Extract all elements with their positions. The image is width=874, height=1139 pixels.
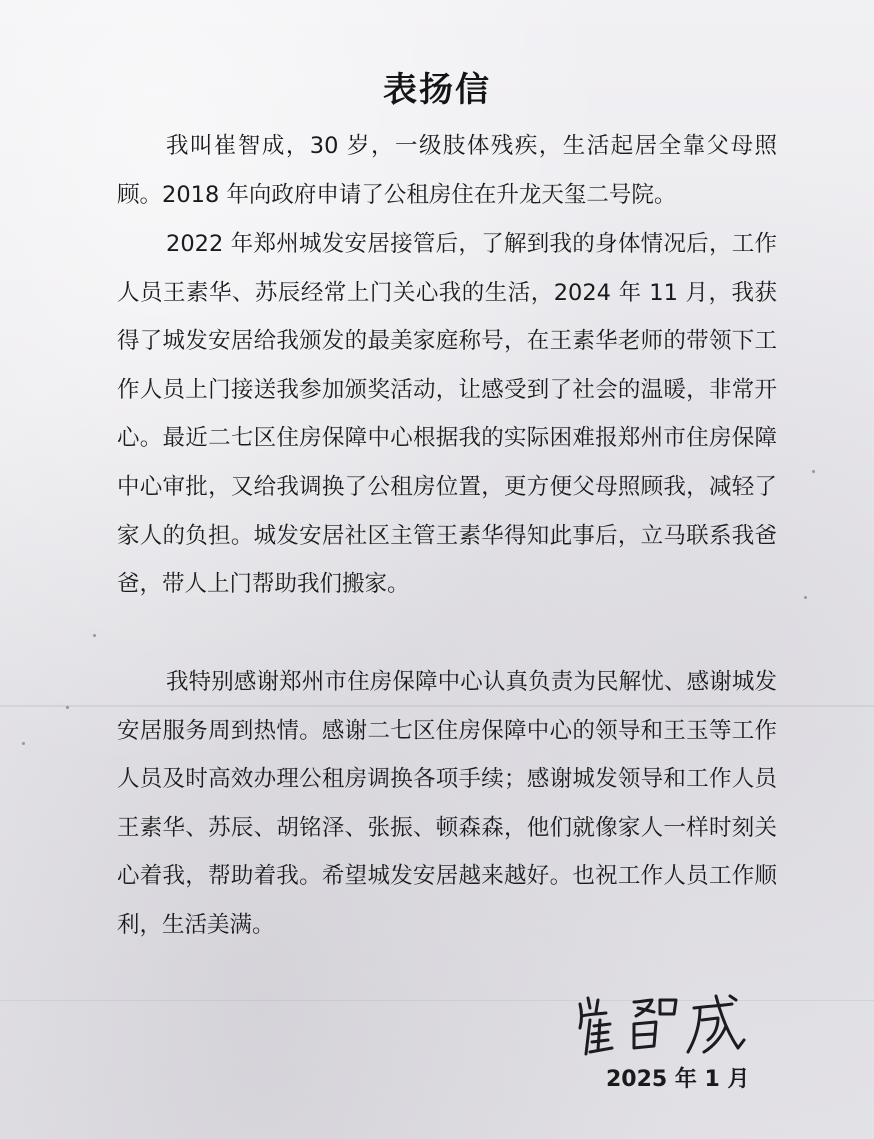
- handwritten-signature: [568, 990, 748, 1060]
- letter-date: 2025 年 1 月: [606, 1067, 750, 1092]
- paper-speck: [804, 596, 807, 599]
- paper-speck: [66, 706, 69, 709]
- paper-speck: [812, 470, 815, 473]
- paper-speck: [93, 634, 96, 637]
- paper-speck: [22, 742, 25, 745]
- letter-paragraph-2: 2022 年郑州城发安居接管后，了解到我的身体情况后，工作人员王素华、苏辰经常上门关心我的生活，2024 年 11 月，我获得了城发安居给我颁发的最美家庭称号，在王素华老师的带领下工作人员上门接送我参加颁奖活动，让感受到了社会的温暖，非常开心。最近二七区住房保障中心根据我的实际困难报郑州市住房保障中心审批，又给我调换了公租房位置，更方便父母照顾我，减轻了家人的负担。城发安居社区主管王素华得知此事后，立马联系我爸爸，带人上门帮助我们搬家。: [117, 231, 777, 598]
- letter-paragraph-1: 我叫崔智成，30 岁，一级肢体残疾，生活起居全靠父母照顾。2018 年向政府申请了公租房住在升龙天玺二号院。: [117, 133, 777, 208]
- letter-paragraph-3: 我特别感谢郑州市住房保障中心认真负责为民解忧、感谢城发安居服务周到热情。感谢二七区住房保障中心的领导和王玉等工作人员及时高效办理公租房调换各项手续；感谢城发领导和工作人员王素华、苏辰、胡铭泽、张振、顿森森，他们就像家人一样时刻关心着我，帮助着我。希望城发安居越来越好。也祝工作人员工作顺利，生活美满。: [117, 669, 777, 938]
- letter-title: 表扬信: [383, 70, 491, 110]
